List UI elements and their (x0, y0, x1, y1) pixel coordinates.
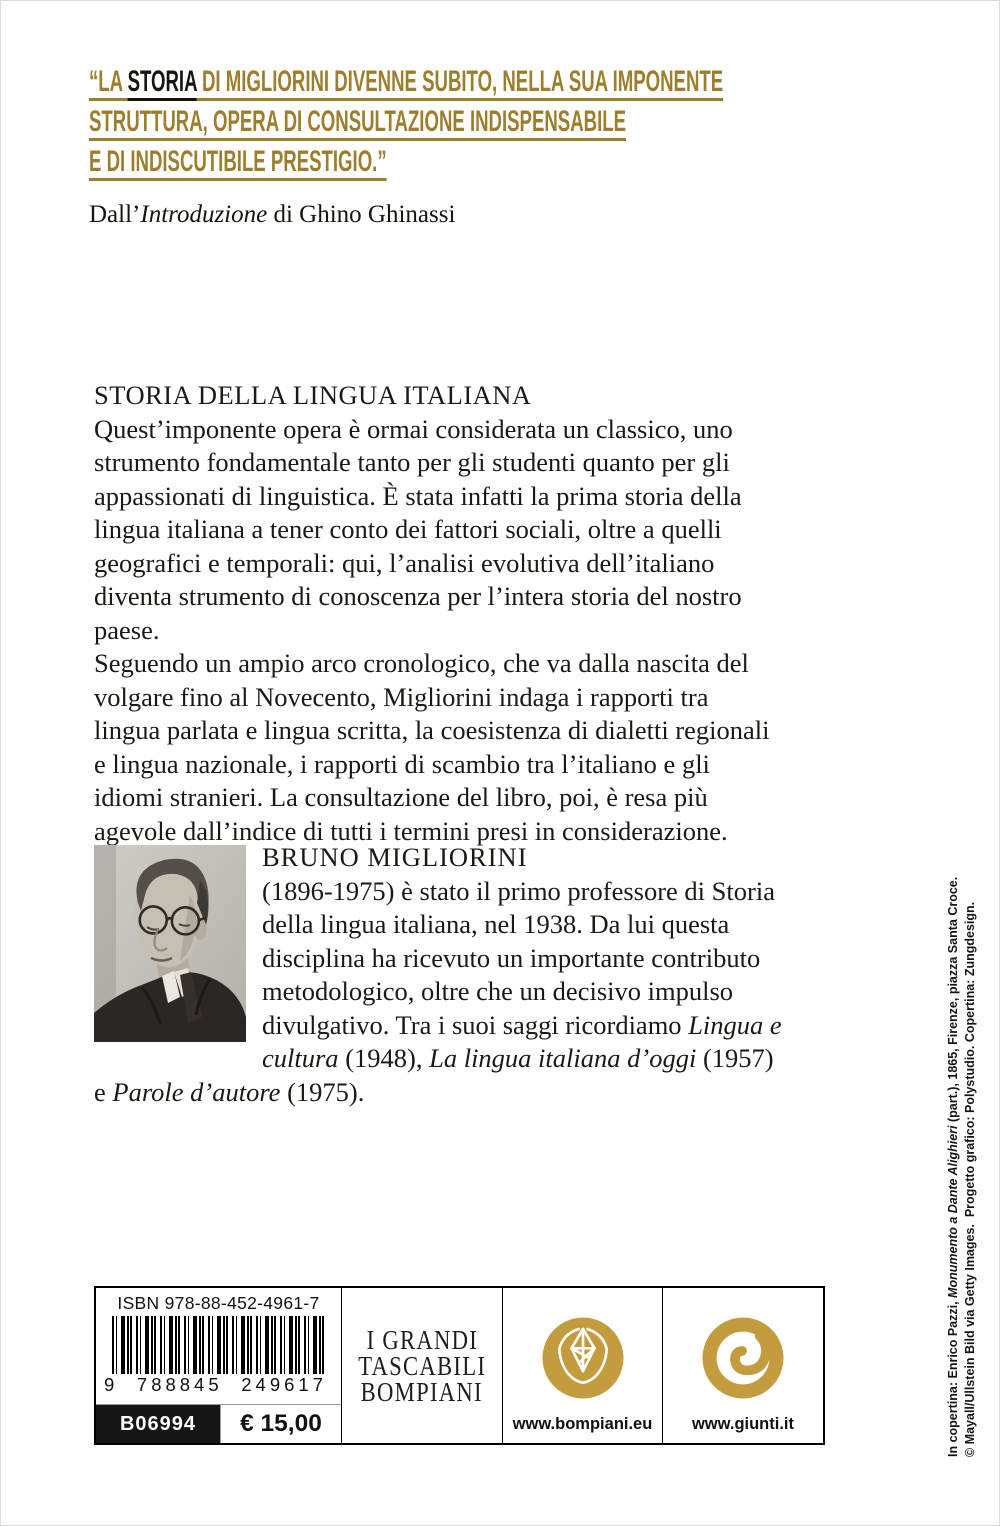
product-code-badge: B06994 (96, 1405, 220, 1443)
author-portrait-icon (94, 845, 246, 1042)
imprint-line: I GRANDI (366, 1324, 478, 1355)
credit-line-copyright: © Mayall/Ullstein Bild via Getty Images. Progetto grafico: Polystudio. Copertina: Zungdesign. (963, 901, 977, 1457)
author-name: BRUNO MIGLIORINI (262, 842, 528, 872)
photo-credits (945, 839, 979, 1457)
bompiani-flower-icon (539, 1314, 627, 1402)
bompiani-url: www.bompiani.eu (512, 1415, 653, 1433)
giunti-logo-cell (662, 1288, 823, 1443)
barcode-digits (96, 1374, 341, 1396)
quote-line (89, 105, 1000, 145)
review-quote (89, 65, 1000, 229)
barcode-digit-group: 788845 (136, 1374, 223, 1395)
author-photo (94, 845, 246, 1042)
publisher-strip (94, 1286, 825, 1445)
barcode-digit-group: 9 (104, 1374, 119, 1395)
giunti-logo-icon (699, 1314, 787, 1402)
quote-line (89, 145, 1000, 185)
imprint-line: TASCABILI (358, 1350, 486, 1381)
price-label: € 15,00 (220, 1405, 341, 1443)
synopsis (94, 379, 772, 848)
imprint-line: BOMPIANI (360, 1376, 484, 1407)
barcode (112, 1316, 327, 1374)
quote-line (89, 65, 1000, 105)
book-title: STORIA DELLA LINGUA ITALIANA (94, 380, 532, 410)
quote-line-text: STRUTTURA, OPERA DI CONSULTAZIONE INDISPENSABILE (89, 105, 627, 138)
synopsis-paragraph-2: Seguendo un ampio arco cronologico, che va dalla nascita del volgare fino al Novecento, Migliorini indaga i rapporti tra lingua parlata e lingua scritta, la coesistenza di dialetti regionali e lingua nazionale, i rapporti di scambio tra l’italiano e gli idiomi stranieri. La consultazione del libro, poi, è resa più agevole dall’indice di tutti i termini presi in considerazione. (94, 648, 770, 846)
credit-line-cover: In copertina: Enrico Pazzi, Monumento a Dante Alighieri (part.), 1865, Firenze, piazza Santa Croce. (946, 876, 960, 1457)
quote-line-text: “LA STORIA DI MIGLIORINI DIVENNE SUBITO, NELLA SUA IMPONENTE (89, 65, 724, 98)
barcode-block (96, 1288, 341, 1443)
price-row (96, 1404, 341, 1443)
author-bio (94, 841, 786, 1109)
giunti-url: www.giunti.it (691, 1415, 795, 1433)
bompiani-logo-cell (502, 1288, 662, 1443)
synopsis-paragraph-1: Quest’imponente opera è ormai considerata un classico, uno strumento fondamentale tanto per gli studenti quanto per gli appassionati di linguistica. È stata infatti la prima storia della lingua italiana a tener conto dei fattori sociali, oltre a quelli geografici e temporali: qui, l’analisi evolutiva dell’italiano diventa strumento di conoscenza per l’intera storia del nostro paese. (94, 413, 742, 645)
isbn-label: ISBN 978-88-452-4961-7 (117, 1293, 320, 1313)
quote-line-text: E DI INDISCUTIBILE PRESTIGIO.” (89, 145, 387, 178)
author-bio-text: (1896-1975) è stato il primo professore di Storia della lingua italiana, nel 1938. Da lui questa disciplina ha ricevuto un importante contributo metodologico, oltre che un decisivo impulso divulgativo. Tra i suoi saggi ricordiamo Lingua e cultura (1948), La lingua italiana d’oggi (1957) e Parole d’autore (1975). (94, 875, 782, 1107)
imprint-series (341, 1288, 502, 1443)
quote-attribution: Dall’Introduzione di Ghino Ghinassi (89, 201, 456, 228)
barcode-digit-group: 249617 (241, 1374, 327, 1395)
